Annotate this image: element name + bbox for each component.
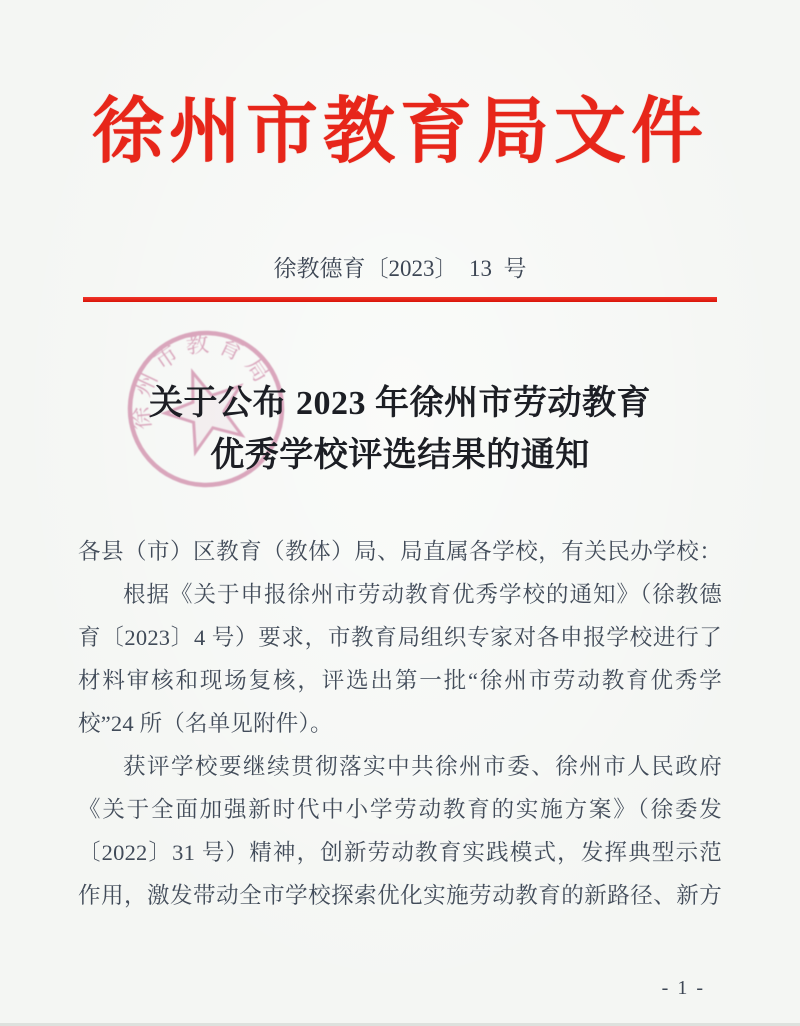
body-line: 校”24 所（名单见附件）。 xyxy=(78,711,333,736)
document-header-title: 徐州市教育局文件 xyxy=(91,92,708,172)
body-line: 获评学校要继续贯彻落实中共徐州市委、徐州市人民政府 xyxy=(123,754,722,779)
notice-title-line-1: 关于公布 2023 年徐州市劳动教育 xyxy=(149,385,651,422)
document-number: 徐教德育〔2023〕 13 号 xyxy=(273,256,527,281)
red-separator-line xyxy=(83,297,717,302)
body-line: 育〔2023〕4 号）要求，市教育局组织专家对各申报学校进行了 xyxy=(78,625,722,650)
document-body xyxy=(78,530,722,917)
notice-title-line-2: 优秀学校评选结果的通知 xyxy=(210,437,590,474)
body-line: 《关于全面加强新时代中小学劳动教育的实施方案》（徐委发 xyxy=(78,797,722,822)
body-line: 各县（市）区教育（教体）局、局直属各学校，有关民办学校： xyxy=(78,539,722,564)
seal-arc-text: 徐州市教育局 xyxy=(127,330,279,431)
page-number: - 1 - xyxy=(661,977,705,999)
body-line: 〔2022〕31 号）精神，创新劳动教育实践模式，发挥典型示范 xyxy=(78,840,722,865)
body-line: 根据《关于申报徐州市劳动教育优秀学校的通知》（徐教德 xyxy=(123,582,722,607)
body-line: 材料审核和现场复核，评选出第一批“徐州市劳动教育优秀学 xyxy=(78,668,722,693)
body-line: 作用，激发带动全市学校探索优化实施劳动教育的新路径、新方 xyxy=(78,883,722,908)
